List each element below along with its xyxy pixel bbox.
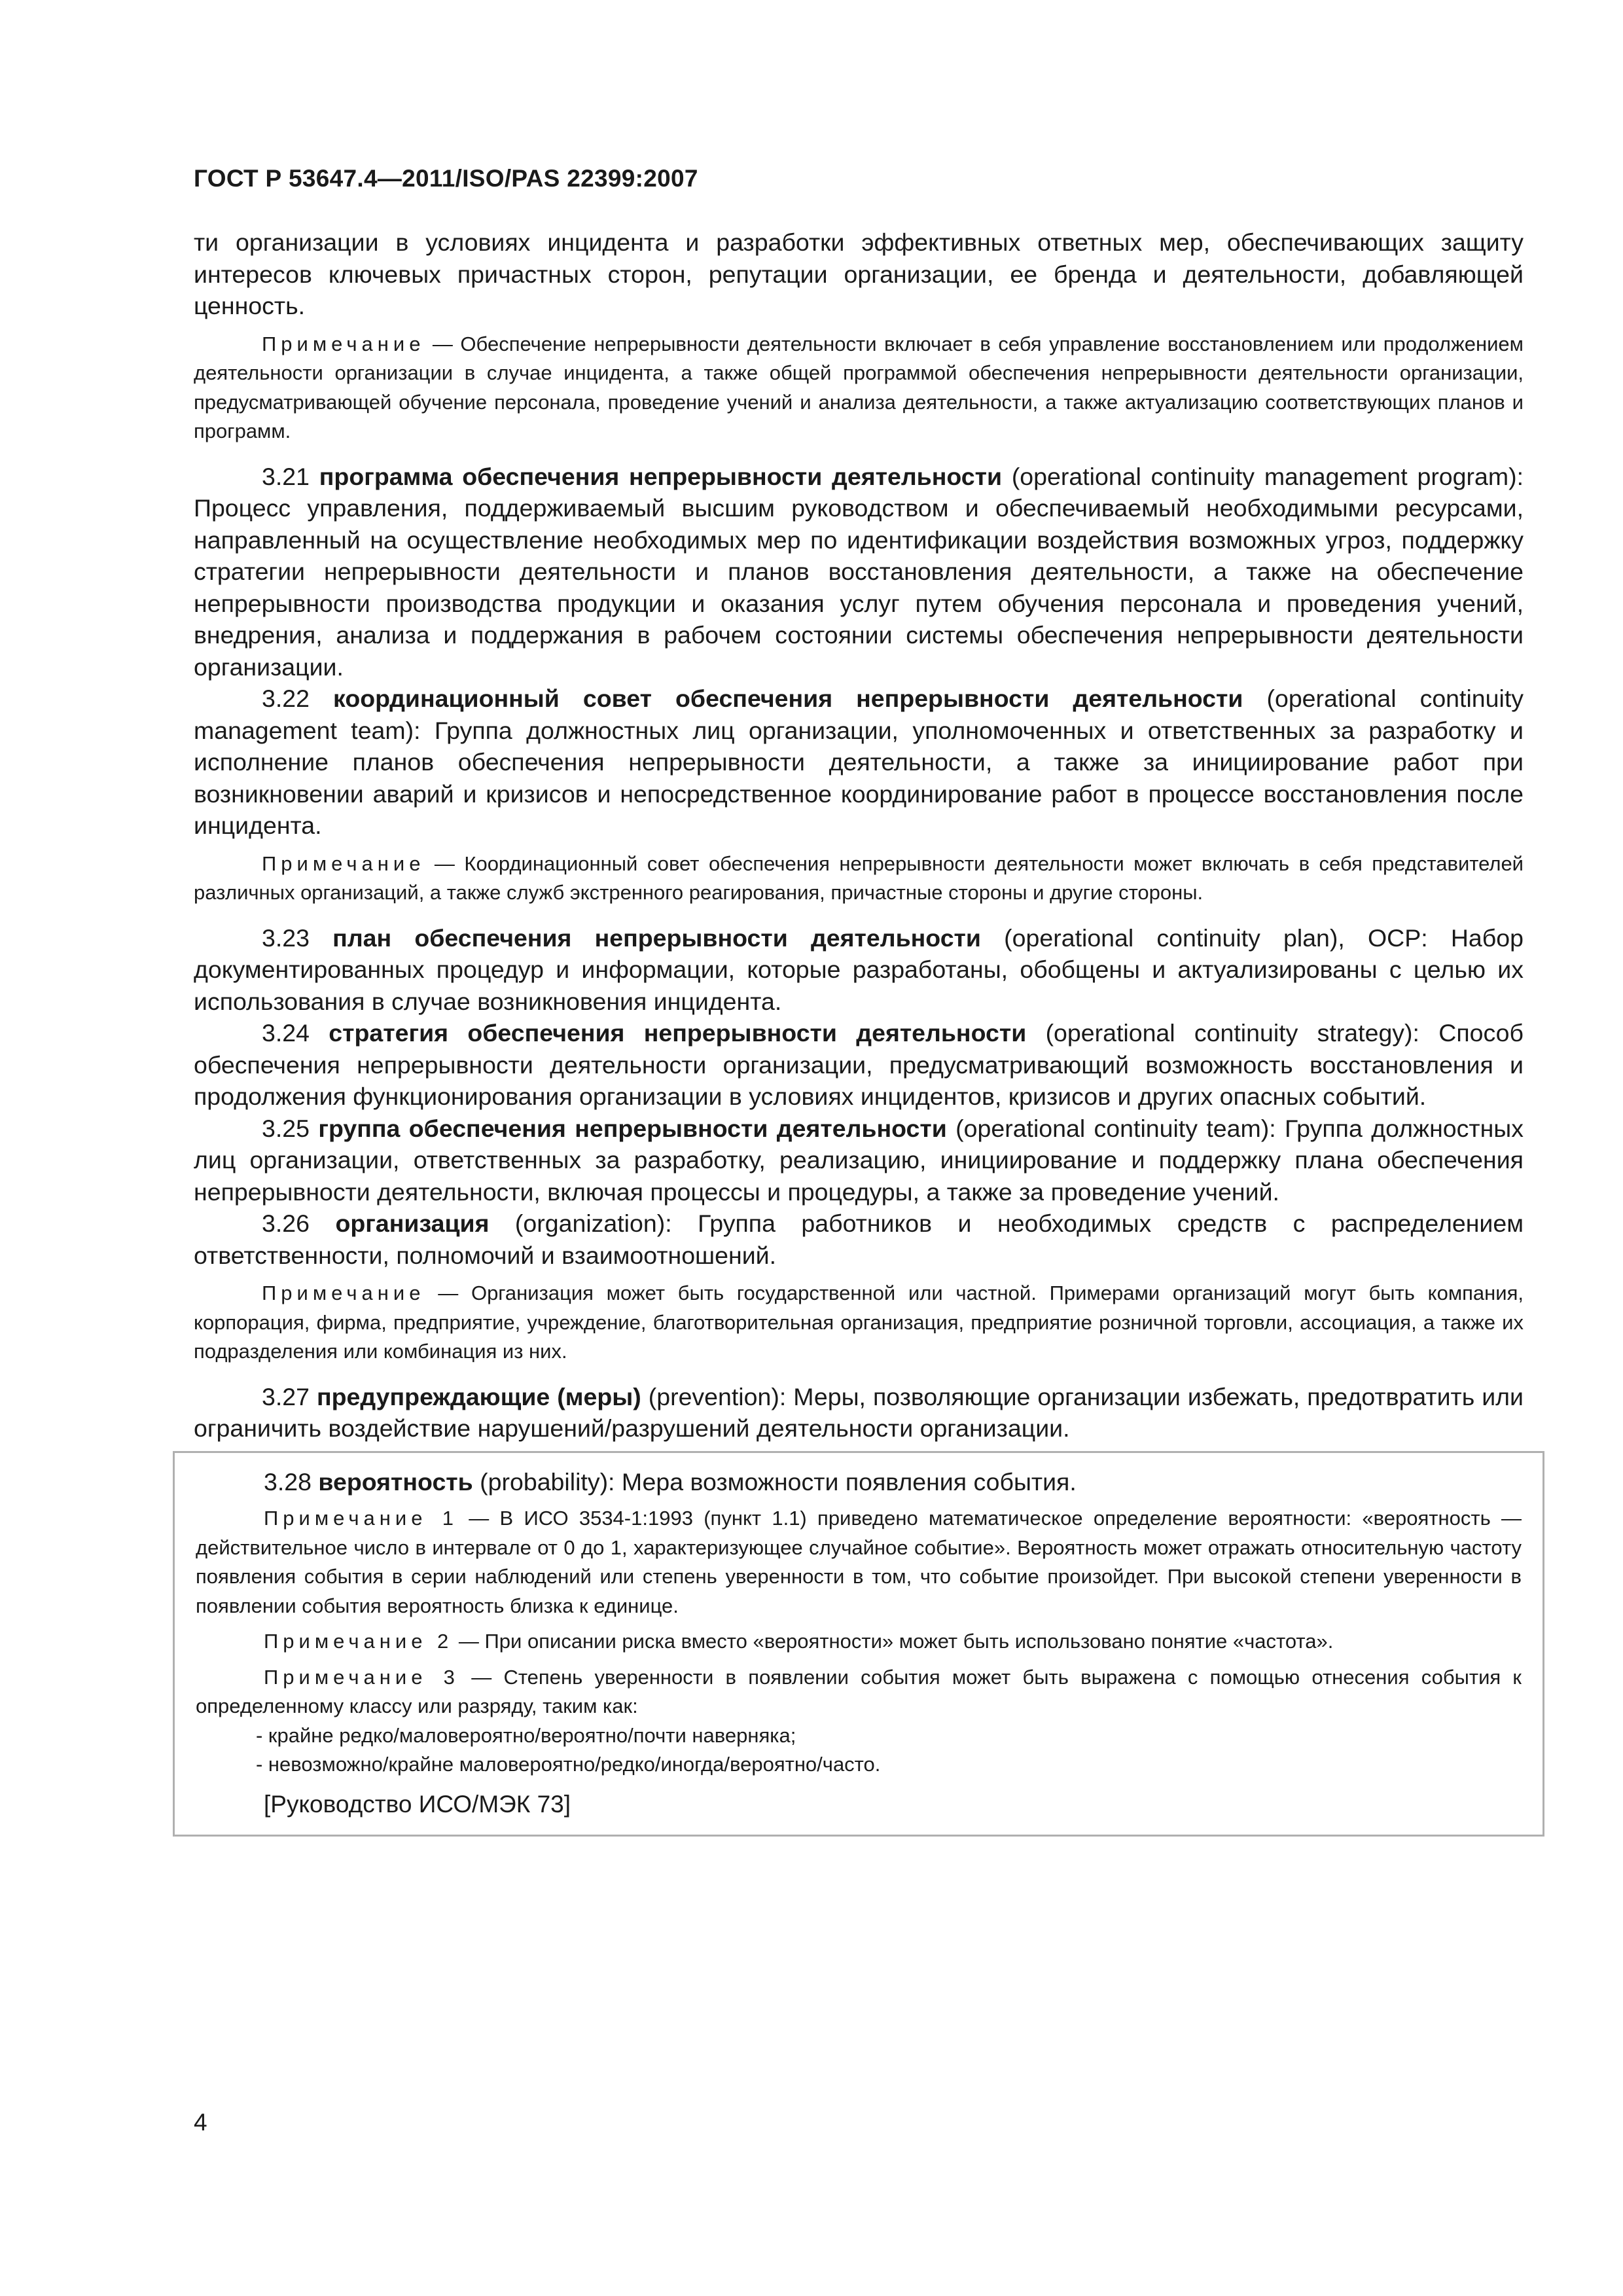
reference: [Руководство ИСО/МЭК 73] — [264, 1790, 571, 1818]
term-3-25 — [194, 1113, 1524, 1208]
note-3-26 — [194, 1279, 1524, 1367]
term-definition: (organization): Группа работников и необходимых средств с распределением ответственности, полномочий и взаимоотношений. — [194, 1210, 1524, 1269]
intro-paragraph: ти организации в условиях инцидента и разработки эффективных ответных мер, обеспечивающих защиту интересов ключевых причастных сторон, репутации организации, ее бренда и деятельности, добавляющей ценность. — [194, 228, 1524, 319]
page-content — [194, 226, 1524, 1837]
term-3-21 — [194, 461, 1524, 683]
term-number: 3.23 — [262, 924, 333, 952]
note-3-22 — [194, 850, 1524, 908]
term-definition: (operational continuity plan), OCP: Набор документированных процедур и информации, которые разработаны, обобщены и актуализированы с целью их использования в случае возникновения инцидента. — [194, 924, 1524, 1015]
term-definition: (operational continuity strategy): Способ обеспечения непрерывности деятельности организации, предусматривающий возможность восстановления и продолжения функционирования организации в условиях инцидентов, кризисов и других опасных событий. — [194, 1019, 1524, 1110]
term-number: 3.28 — [264, 1467, 319, 1496]
term-title: программа обеспечения непрерывности деятельности — [319, 462, 1003, 490]
boxed-term-frame — [173, 1451, 1544, 1837]
term-title: вероятность — [318, 1467, 473, 1496]
term-3-26 — [194, 1208, 1524, 1271]
note-text: — В ИСО 3534-1:1993 (пункт 1.1) приведено математическое определение вероятности: «вероятность — действительное число в интервале от 0 до 1, характеризующее случайное событие». Вероятность может отражать относительную частоту появления события в серии наблюдений или степень уверенности в том, что событие произойдет. При высокой степени уверенности в появлении события вероятность близка к единице. — [196, 1507, 1522, 1617]
note-text: — Организация может быть государственной или частной. Примерами организаций могут быть компания, корпорация, фирма, предприятие, учреждение, благотворительная организация, предприятие розничной торговли, ассоциация, а также их подразделения или комбинация из них. — [194, 1282, 1524, 1363]
term-title: организация — [335, 1210, 490, 1237]
note-text: — Координационный совет обеспечения непрерывности деятельности может включать в себя представителей различных организаций, а также служб экстренного реагирования, причастные стороны и другие стороны. — [194, 852, 1524, 904]
term-3-28 — [196, 1466, 1522, 1498]
term-title: группа обеспечения непрерывности деятельности — [318, 1114, 947, 1142]
term-3-27 — [194, 1381, 1524, 1444]
term-definition: (probability): Мера возможности появления события. — [473, 1467, 1077, 1496]
term-3-23 — [194, 922, 1524, 1018]
term-3-22 — [194, 683, 1524, 842]
note-2 — [196, 1627, 1522, 1657]
term-definition: (operational continuity management team): Группа должностных лиц организации, уполномоченных и ответственных за разработку и исполнение планов обеспечения непрерывности деятельности, а также за инициирование работ при возникновении аварий и кризисов и непосредственное координирование работ в процессе восстановления после инцидента. — [194, 685, 1524, 839]
list-item: - невозможно/крайне маловероятно/редко/иногда/вероятно/часто. — [256, 1753, 881, 1776]
term-number: 3.27 — [262, 1382, 317, 1410]
note-text: — При описании риска вместо «вероятности» может быть использовано понятие «частота». — [453, 1630, 1334, 1653]
note-3 — [196, 1663, 1522, 1721]
term-title: предупреждающие (меры) — [316, 1382, 641, 1410]
list-item: - крайне редко/маловероятно/вероятно/почти наверняка; — [256, 1723, 796, 1747]
term-title: стратегия обеспечения непрерывности деятельности — [329, 1019, 1027, 1047]
note-label: Примечание — [262, 852, 425, 875]
note-label: Примечание 2 — [264, 1630, 454, 1653]
term-number: 3.22 — [262, 685, 334, 712]
term-definition: (operational continuity team): Группа должностных лиц организации, ответственных за разработку, реализацию, инициирование и поддержку плана обеспечения непрерывности деятельности, включая процессы и процедуры, а также за проведение учений. — [194, 1114, 1524, 1206]
term-number: 3.25 — [262, 1114, 319, 1142]
term-definition: (prevention): Меры, позволяющие организации избежать, предотвратить или ограничить воздействие нарушений/разрушений деятельности организации. — [194, 1382, 1524, 1442]
term-number: 3.26 — [262, 1210, 336, 1237]
note-1 — [196, 1504, 1522, 1621]
term-number: 3.24 — [262, 1019, 329, 1047]
note-label: Примечание — [262, 332, 425, 355]
note-label: Примечание 1 — [264, 1507, 458, 1530]
note-text: — Степень уверенности в появлении события может быть выражена с помощью отнесения события к определенному классу или разряду, таким как: — [196, 1665, 1522, 1717]
term-definition: (operational continuity management program): Процесс управления, поддерживаемый высшим руководством и обеспечиваемый необходимыми ресурсами, направленный на осуществление необходимых мер по идентификации воздействия возможных угроз, поддержку стратегии непрерывности деятельности и планов восстановления деятельности, а также на обеспечение непрерывности производства продукции и оказания услуг путем обучения персонала и проведения учений, внедрения, анализа и поддержания в рабочем состоянии системы обеспечения непрерывности деятельности организации. — [194, 462, 1524, 681]
term-title: координационный совет обеспечения непрерывности деятельности — [333, 685, 1243, 712]
note-label: Примечание — [262, 1282, 425, 1304]
note-text: — Обеспечение непрерывности деятельности включает в себя управление восстановлением или продолжением деятельности организации в случае инцидента, а также общей программой обеспечения непрерывности деятельности организации, предусматривающей обучение персонала, проведение учений и анализа деятельности, а также актуализацию соответствующих планов и программ. — [194, 332, 1524, 442]
note-label: Примечание 3 — [264, 1665, 459, 1689]
page-number: 4 — [194, 2109, 207, 2136]
term-3-24 — [194, 1017, 1524, 1113]
note-intro — [194, 330, 1524, 446]
standard-header: ГОСТ Р 53647.4—2011/ISO/PAS 22399:2007 — [194, 165, 698, 192]
term-title: план обеспечения непрерывности деятельности — [332, 924, 981, 952]
term-number: 3.21 — [262, 462, 319, 490]
